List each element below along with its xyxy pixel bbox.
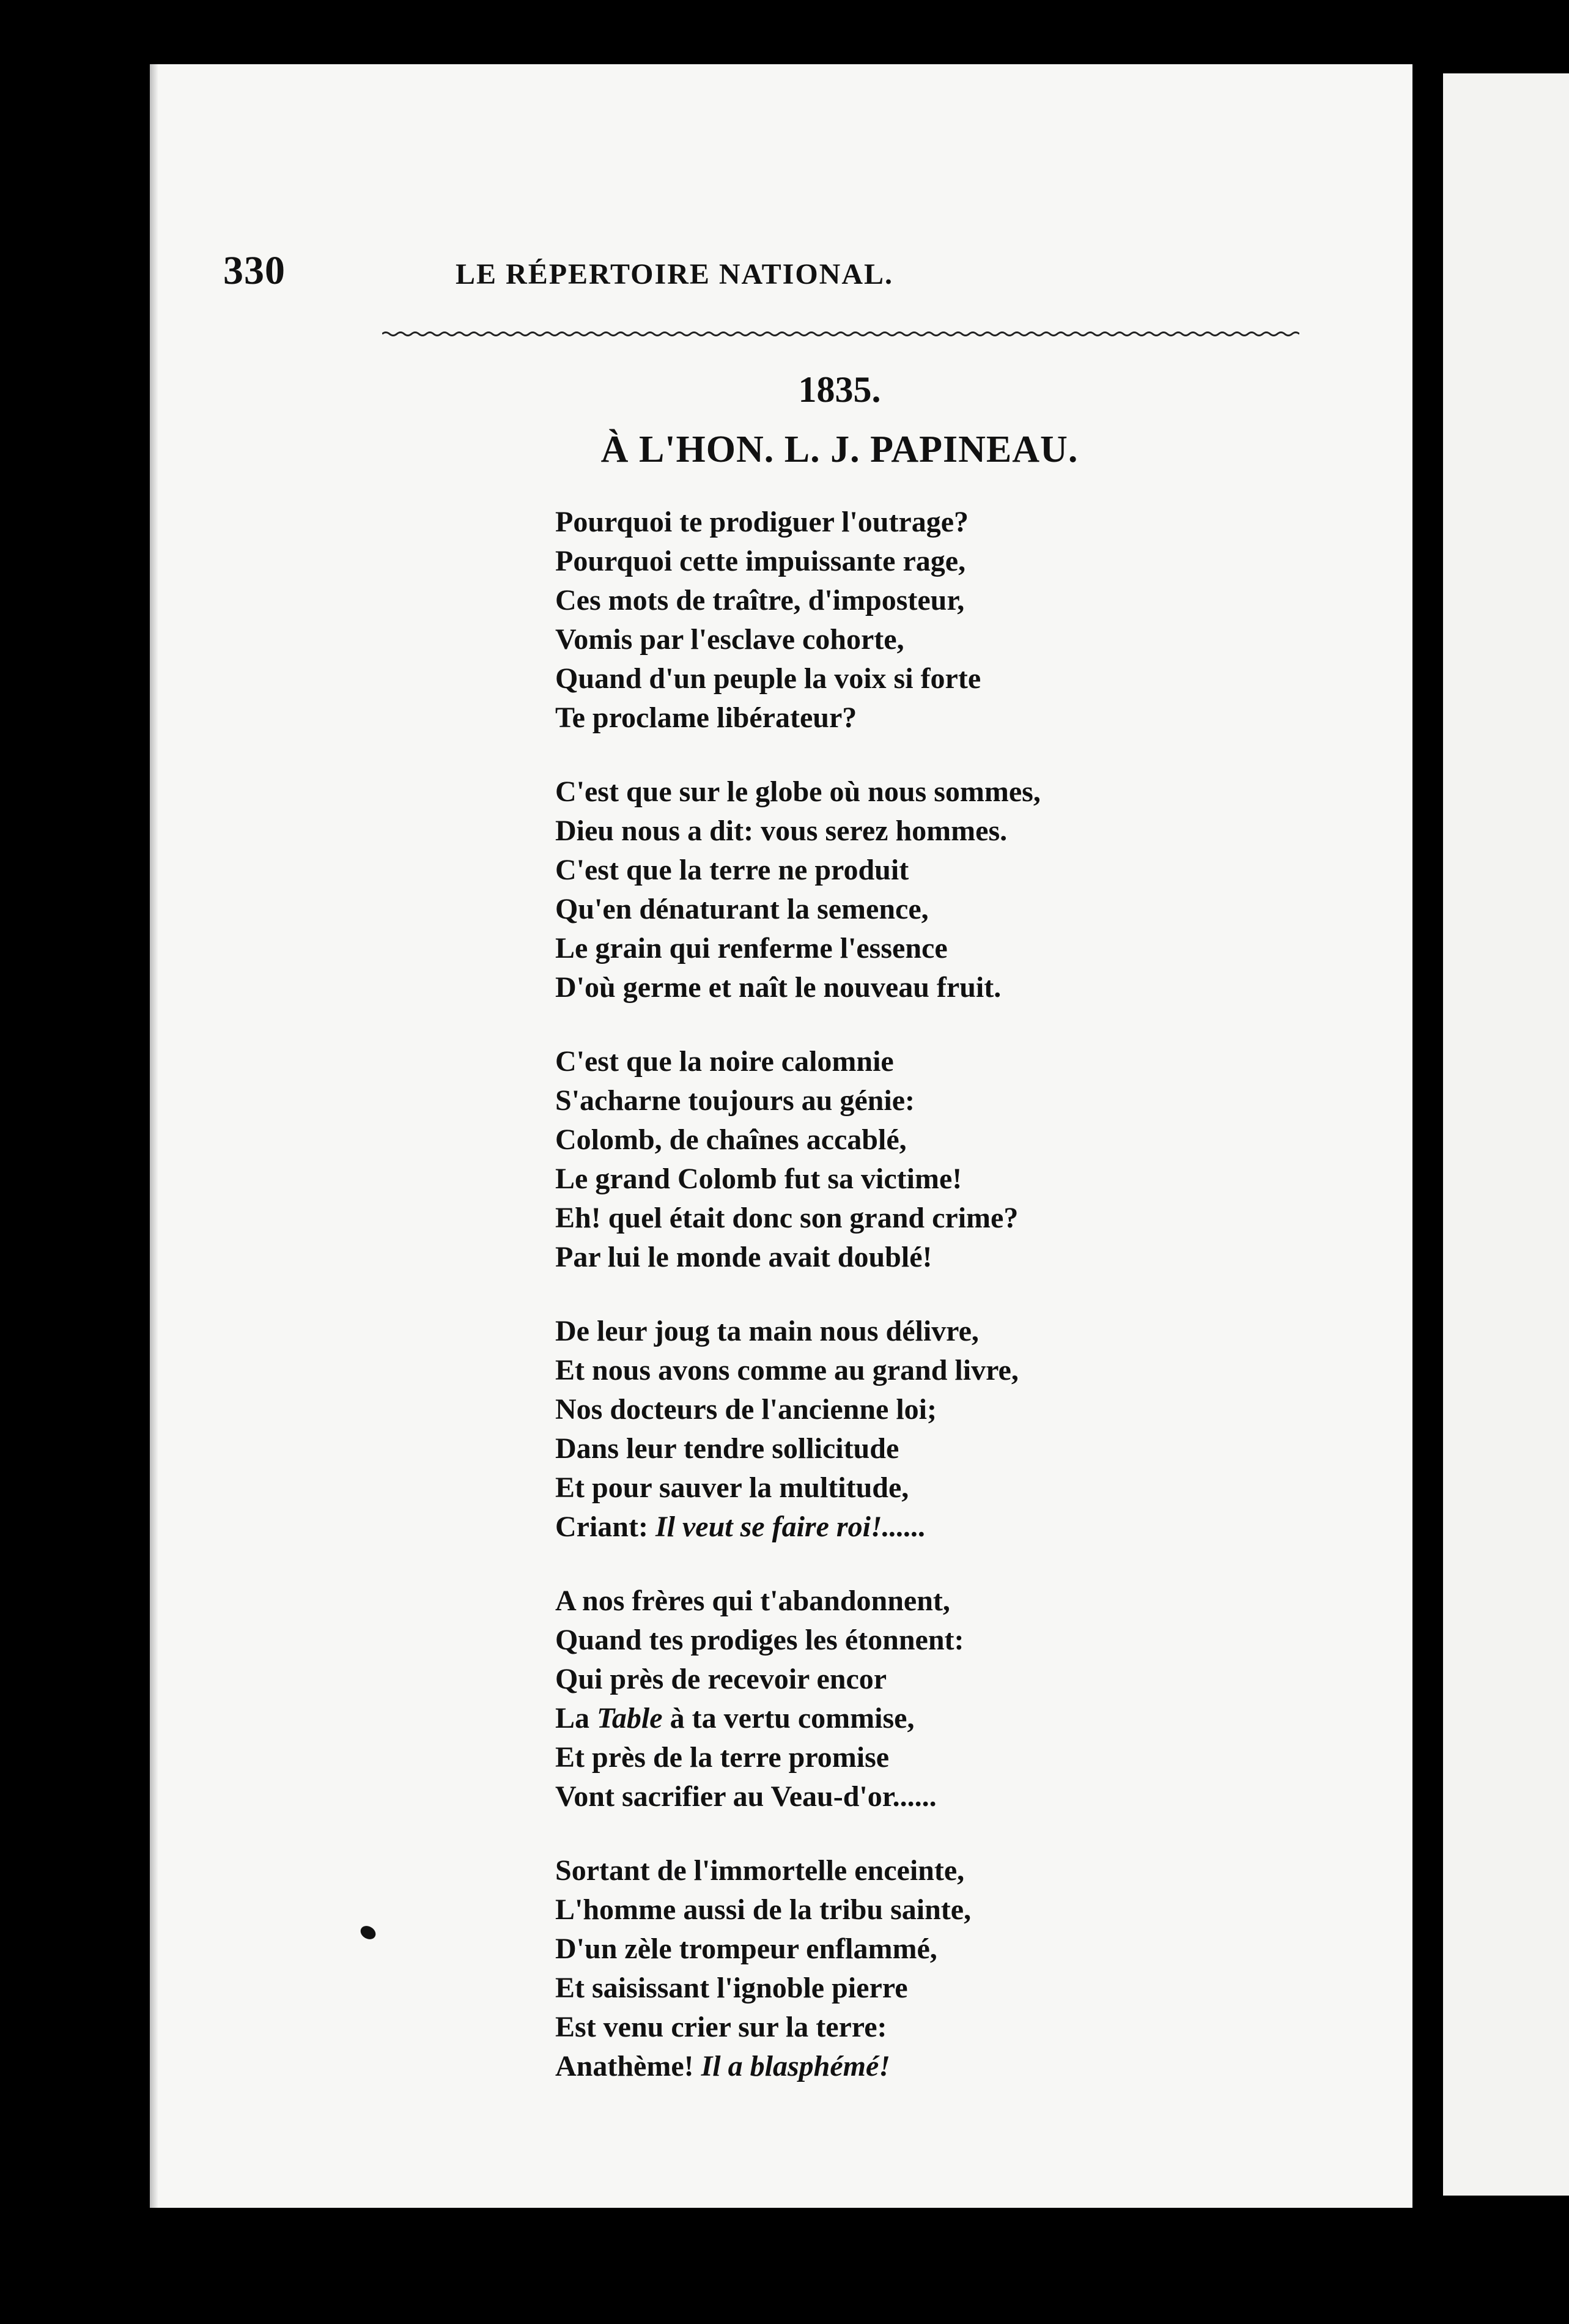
verse-line: Quand d'un peuple la voix si forte — [555, 662, 981, 695]
verse-line-mixed — [555, 2047, 1350, 2086]
verse-line: C'est que sur le globe où nous sommes, — [555, 775, 1041, 808]
poem-body — [555, 503, 1350, 2121]
stanza-5 — [555, 1582, 1350, 1816]
verse-text: Anathème! — [555, 2050, 701, 2082]
verse-line: Et nous avons comme au grand livre, — [555, 1354, 1019, 1386]
stanza-6 — [555, 1851, 1350, 2086]
verse-line: Te proclame libérateur? — [555, 701, 857, 734]
verse-line: Quand tes prodiges les étonnent: — [555, 1624, 964, 1656]
verse-text: La — [555, 1702, 597, 1734]
running-title: LE RÉPERTOIRE NATIONAL. — [456, 258, 894, 290]
verse-line: Sortant de l'immortelle enceinte, — [555, 1854, 965, 1887]
stanza-1 — [555, 503, 1350, 738]
verse-line: Colomb, de chaînes accablé, — [555, 1123, 907, 1156]
verse-line: Qui près de recevoir encor — [555, 1663, 887, 1695]
stanza-2 — [555, 772, 1350, 1007]
verse-line: Pourquoi cette impuissante rage, — [555, 545, 966, 577]
verse-line: Le grain qui renferme l'essence — [555, 932, 948, 964]
verse-line-mixed — [555, 1699, 1350, 1738]
verse-line: Par lui le monde avait doublé! — [555, 1241, 932, 1273]
poem-title: À L'HON. L. J. PAPINEAU. — [600, 429, 1079, 470]
verse-line: D'un zèle trompeur enflammé, — [555, 1933, 937, 1965]
page-number: 330 — [223, 248, 286, 293]
verse-line: Est venu crier sur la terre: — [555, 2011, 887, 2043]
stanza-4 — [555, 1312, 1350, 1547]
verse-line: Ces mots de traître, d'imposteur, — [555, 584, 965, 616]
verse-italic: Table — [597, 1702, 663, 1734]
verse-line: Dieu nous a dit: vous serez hommes. — [555, 815, 1008, 847]
verse-line: D'où germe et naît le nouveau fruit. — [555, 971, 1002, 1004]
verse-line-mixed — [555, 1508, 1350, 1547]
verse-line: Le grand Colomb fut sa victime! — [555, 1163, 962, 1195]
header-rule — [382, 327, 1299, 341]
verse-line: Eh! quel était donc son grand crime? — [555, 1202, 1019, 1234]
verse-line: Vomis par l'esclave cohorte, — [555, 623, 904, 656]
poem-year: 1835. — [798, 369, 881, 410]
verse-line: De leur joug ta main nous délivre, — [555, 1315, 979, 1347]
stanza-3 — [555, 1042, 1350, 1277]
verse-line: Qu'en dénaturant la semence, — [555, 893, 929, 925]
verse-line: Et pour sauver la multitude, — [555, 1471, 909, 1504]
verse-italic: Il veut se faire roi!...... — [655, 1511, 926, 1543]
verse-line: Et près de la terre promise — [555, 1741, 890, 1774]
verse-line: S'acharne toujours au génie: — [555, 1084, 915, 1117]
verse-line: C'est que la terre ne produit — [555, 854, 909, 886]
verse-line: Nos docteurs de l'ancienne loi; — [555, 1393, 937, 1426]
verse-line: C'est que la noire calomnie — [555, 1045, 894, 1078]
verse-line: A nos frères qui t'abandonnent, — [555, 1585, 950, 1617]
verse-italic: Il a blasphémé! — [701, 2050, 890, 2082]
verse-line: Et saisissant l'ignoble pierre — [555, 1972, 908, 2004]
verse-line: Vont sacrifier au Veau-d'or...... — [555, 1780, 937, 1813]
running-head — [223, 248, 1140, 297]
verse-line: Dans leur tendre sollicitude — [555, 1432, 899, 1465]
verse-text: à ta vertu commise, — [662, 1702, 915, 1734]
verse-text: Criant: — [555, 1511, 655, 1543]
verse-line: L'homme aussi de la tribu sainte, — [555, 1893, 972, 1926]
verse-line: Pourquoi te prodiguer l'outrage? — [555, 506, 969, 538]
